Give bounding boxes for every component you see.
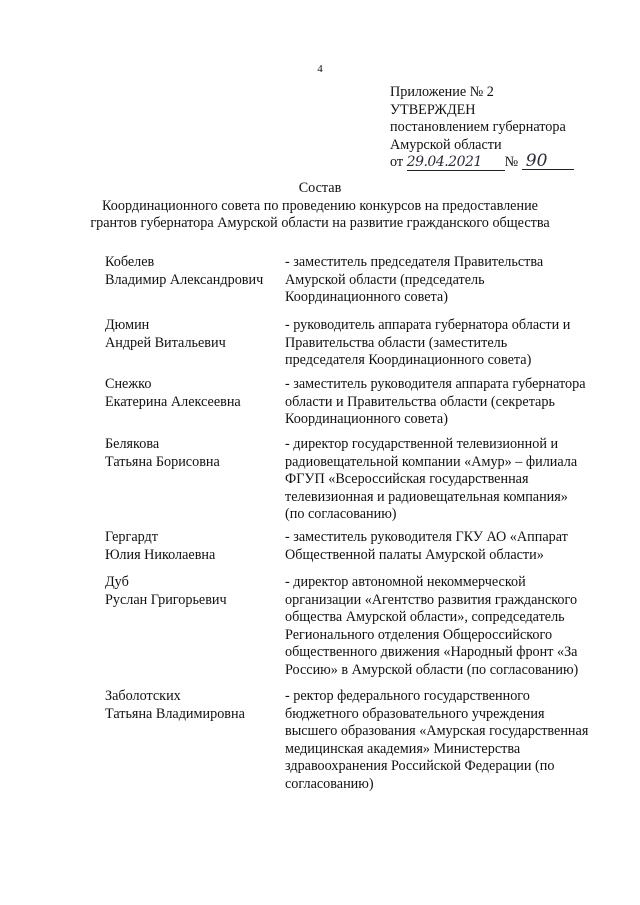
role-line: - руководитель аппарата губернатора области и (285, 317, 571, 333)
member-row (105, 688, 625, 793)
member-row (105, 376, 625, 436)
member-name (105, 317, 285, 376)
approved-label: УТВЕРЖДЕН (390, 101, 476, 118)
member-surname: Снежко (105, 376, 152, 392)
member-surname: Дюмин (105, 317, 150, 333)
from-label: от (390, 154, 404, 170)
member-given-name: Екатерина Алексеевна (105, 393, 241, 410)
member-row (105, 574, 625, 688)
role-line: Координационного совета) (285, 411, 448, 427)
member-name (105, 436, 285, 529)
member-row (105, 317, 625, 376)
role-line: - заместитель руководителя ГКУ АО «Аппарат (285, 529, 568, 545)
role-line: Амурской области (председатель (285, 271, 485, 288)
role-line: согласованию) (285, 775, 374, 792)
role-line: Регионального отделения Общероссийского (285, 626, 553, 643)
member-row (105, 436, 625, 529)
heading-line-1: Координационного совета по проведению конкурсов на предоставление (102, 197, 538, 214)
member-role (285, 688, 610, 793)
member-surname: Гергардт (105, 529, 158, 545)
role-line: - заместитель председателя Правительства (285, 254, 544, 270)
role-line: Общественной палаты Амурской области» (285, 546, 544, 563)
member-given-name: Владимир Александрович (105, 271, 264, 288)
member-role (285, 254, 610, 317)
role-line: - директор автономной некоммерческой (285, 574, 526, 590)
member-role (285, 376, 610, 436)
role-line: здравоохранения Российской Федерации (по (285, 758, 555, 774)
number-sign: № (504, 154, 519, 170)
member-given-name: Андрей Витальевич (105, 334, 226, 351)
member-row (105, 254, 625, 317)
member-surname: Дуб (105, 574, 129, 590)
member-row (105, 529, 625, 574)
heading-title: Состав (298, 180, 342, 196)
member-surname: Белякова (105, 436, 160, 452)
resolution-label: постановлением губернатора (390, 119, 566, 135)
member-role (285, 574, 610, 688)
handwritten-date: 29.04.2021 (407, 155, 505, 171)
member-role (285, 317, 610, 376)
handwritten-number: 90 (522, 154, 574, 170)
member-role (285, 529, 610, 574)
role-line: - ректор федерального государственного (285, 688, 530, 704)
region-label: Амурской области (390, 136, 502, 153)
member-name (105, 574, 285, 688)
role-line: организации «Агентство развития гражданского (285, 591, 578, 608)
role-line: медицинская академия» Министерства (285, 740, 521, 757)
role-line: телевизионная и радиовещательная компания» (285, 488, 568, 505)
member-surname: Кобелев (105, 254, 155, 270)
member-name (105, 529, 285, 574)
member-given-name: Руслан Григорьевич (105, 591, 227, 608)
member-given-name: Татьяна Борисовна (105, 453, 220, 470)
role-line: области и Правительства области (секретарь (285, 393, 555, 410)
role-line: Координационного совета) (285, 289, 448, 305)
member-given-name: Татьяна Владимировна (105, 705, 245, 722)
member-surname: Заболотских (105, 688, 181, 704)
role-line: (по согласованию) (285, 506, 397, 522)
role-line: бюджетного образовательного учреждения (285, 705, 545, 722)
role-line: Россию» в Амурской области (по согласованию) (285, 661, 579, 678)
role-line: Правительства области (заместитель (285, 334, 508, 351)
role-line: председателя Координационного совета) (285, 352, 532, 368)
heading-line-2: грантов губернатора Амурской области на развитие гражданского общества (90, 215, 550, 231)
approval-stamp (390, 84, 630, 172)
member-given-name: Юлия Николаевна (105, 546, 216, 563)
role-line: - директор государственной телевизионной и (285, 436, 559, 452)
document-heading (0, 180, 640, 233)
role-line: - заместитель руководителя аппарата губернатора (285, 376, 586, 392)
page-number: 4 (317, 63, 323, 75)
appendix-label: Приложение № 2 (390, 84, 494, 100)
member-name (105, 688, 285, 793)
member-name (105, 376, 285, 436)
role-line: общественного движения «Народный фронт «За (285, 644, 578, 660)
role-line: радиовещательной компании «Амур» – филиала (285, 453, 578, 470)
member-name (105, 254, 285, 317)
member-list (105, 254, 625, 793)
approval-date-line (390, 151, 630, 172)
role-line: общества Амурской области», сопредседатель (285, 609, 565, 625)
role-line: ФГУП «Всероссийская государственная (285, 471, 529, 487)
member-role (285, 436, 610, 529)
role-line: высшего образования «Амурская государственная (285, 723, 589, 739)
